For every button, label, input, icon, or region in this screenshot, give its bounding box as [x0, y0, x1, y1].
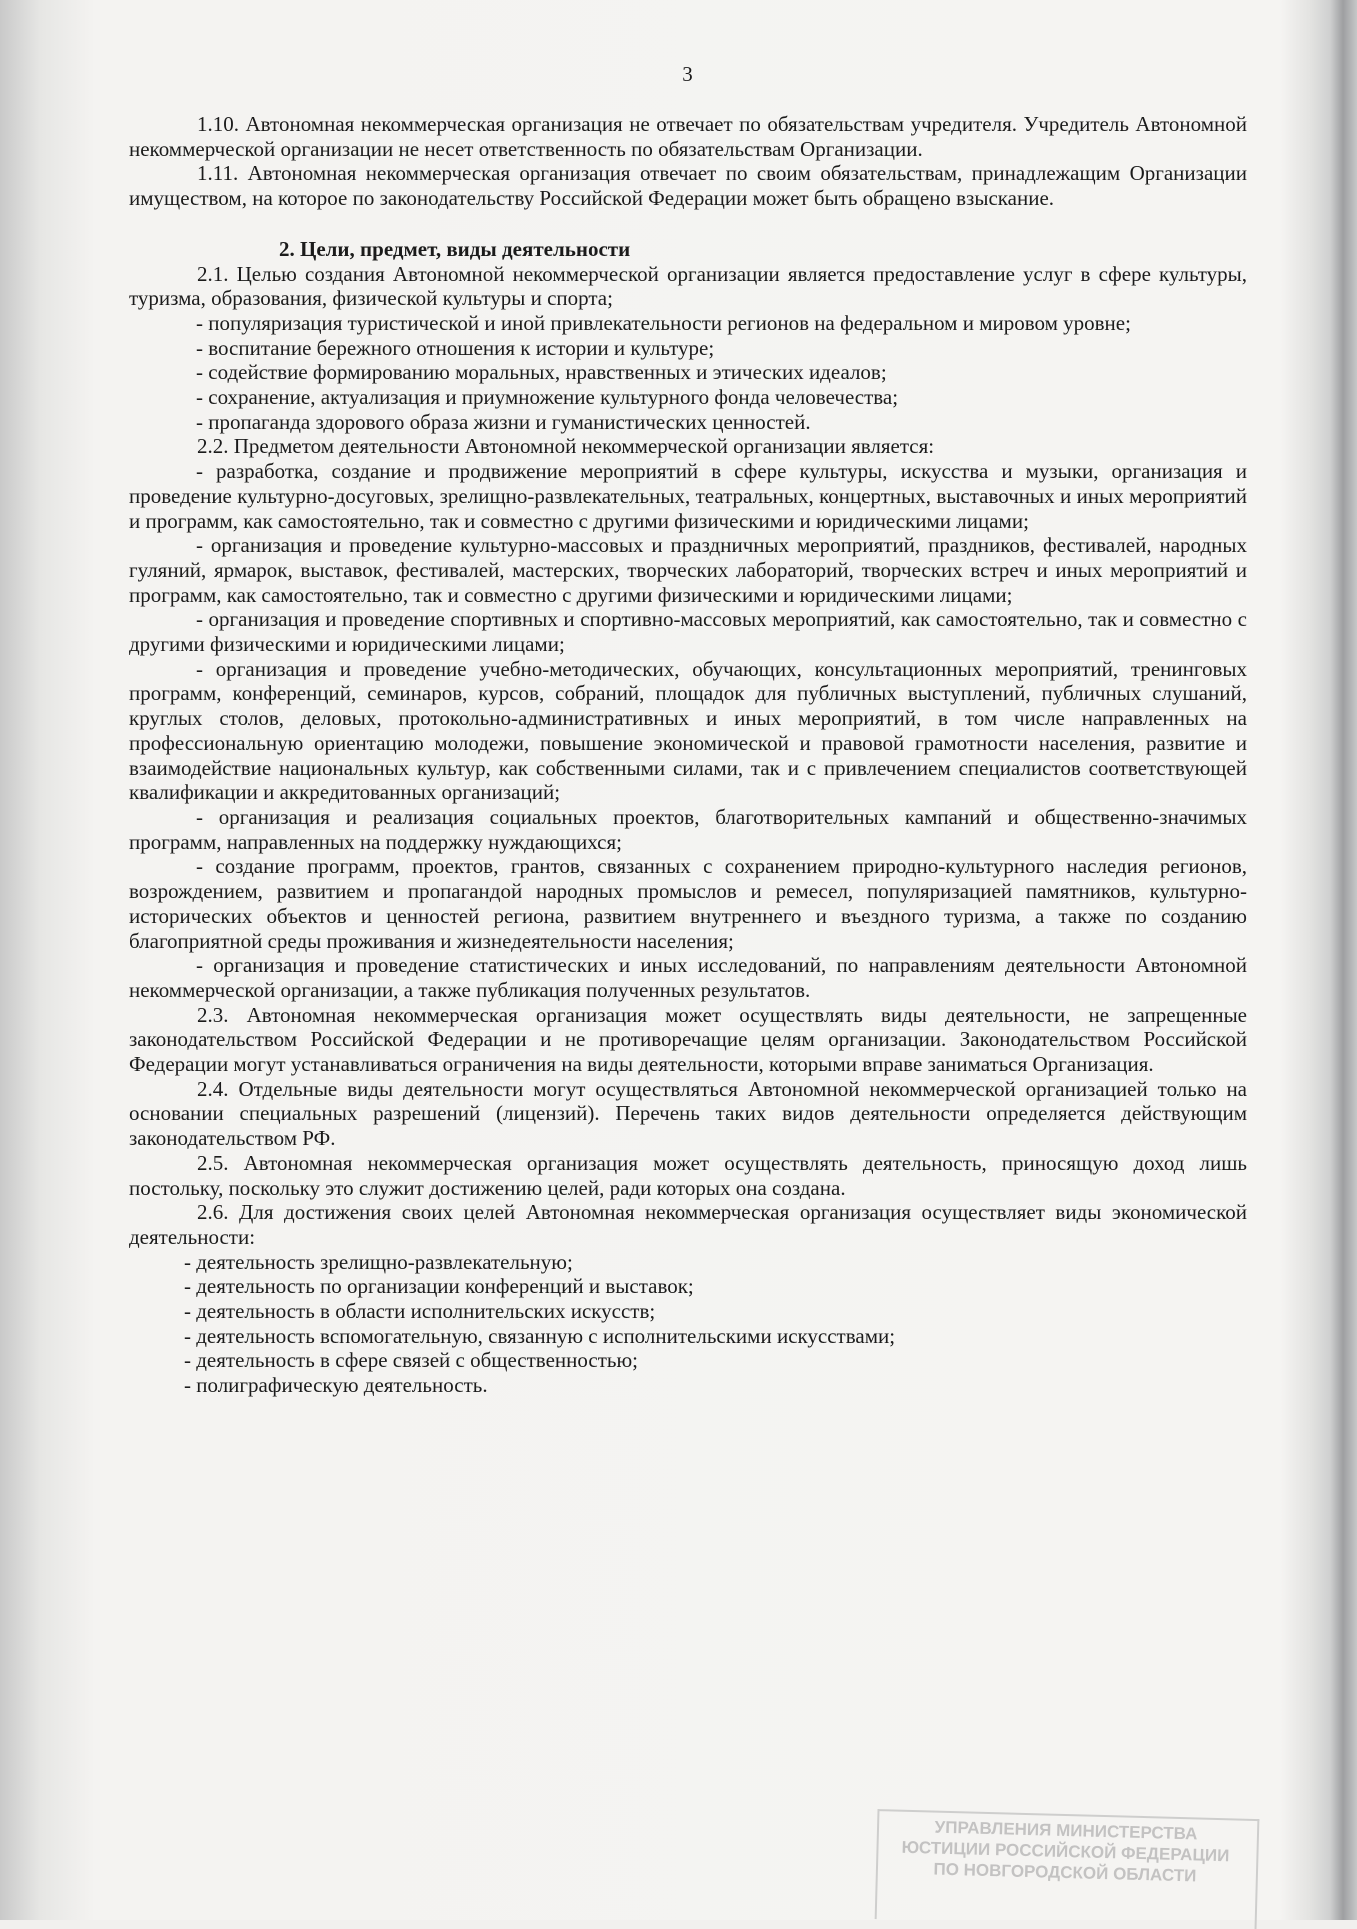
registration-stamp [879, 1815, 1251, 1925]
stamp-line: ПО НОВГОРОДСКОЙ ОБЛАСТИ [933, 1859, 1197, 1886]
subject-item: - организация и проведение статистических и иных исследований, по направлениям деятельности Автономной некоммерческой организации, а также публикация полученных результатов. [129, 953, 1247, 1002]
subject-item: - создание программ, проектов, грантов, связанных с сохранением природно-культурного наследия регионов, возрождением, развитием и пропагандой народных промыслов и ремесел, популяризацией памятников, культурно-исторических объектов и ценностей региона, развитием внутреннего и въездного туризма, а также по созданию благоприятной среды проживания и жизнедеятельности населения; [129, 854, 1247, 953]
goal-item: - воспитание бережного отношения к истории и культуре; [196, 335, 715, 360]
goal-item: - сохранение, актуализация и приумножение культурного фонда человечества; [196, 385, 899, 410]
activity-item: - полиграфическую деятельность. [184, 1373, 488, 1398]
subject-item: - организация и проведение учебно-методических, обучающих, консультационных мероприятий, тренинговых программ, конференций, семинаров, курсов, собраний, площадок для публичных выступлений, публичных слушаний, круглых столов, деловых, протокольно-административных и иных мероприятий, в том числе направленных на профессиональную ориентацию молодежи, повышение экономической и правовой грамотности населения, развитие и взаимодействие национальных культур, как собственными силами, так и с привлечением специалистов соответствующей квалификации и аккредитованных организаций; [129, 656, 1247, 805]
page-number: 3 [682, 62, 693, 86]
paragraph-2-5: 2.5. Автономная некоммерческая организация может осуществлять деятельность, приносящую доход лишь постольку, поскольку это служит достижению целей, ради которых она создана. [129, 1150, 1247, 1200]
paragraph-1-11: 1.11. Автономная некоммерческая организация отвечает по своим обязательствам, принадлежащим Организации имуществом, на которое по законодательству Российской Федерации может быть обращено взыскание. [129, 161, 1247, 211]
paragraph-2-2: 2.2. Предметом деятельности Автономной некоммерческой организации является: [197, 434, 935, 459]
paragraph-2-3: 2.3. Автономная некоммерческая организация может осуществлять виды деятельности, не запрещенные законодательством Российской Федерации и не противоречащие целям организации. Законодательством Российской Федерации могут устанавливаться ограничения на виды деятельности, которыми вправе заниматься Организация. [129, 1002, 1247, 1077]
activity-item: - деятельность зрелищно-развлекательную; [184, 1249, 573, 1274]
subject-item: - организация и проведение спортивных и спортивно-массовых мероприятий, как самостоятельно, так и совместно с другими физическими и юридическими лицами; [129, 607, 1247, 657]
section-heading: 2. Цели, предмет, виды деятельности [279, 236, 631, 261]
document-body [129, 112, 1247, 1398]
goal-item: - пропаганда здорового образа жизни и гуманистических ценностей. [196, 409, 811, 434]
paragraph-2-4: 2.4. Отдельные виды деятельности могут осуществляться Автономной некоммерческой организацией только на основании специальных разрешений (лицензий). Перечень таких видов деятельности определяется действующим законодательством РФ. [129, 1076, 1247, 1151]
stamp-line: УПРАВЛЕНИЯ МИНИСТЕРСТВА [934, 1817, 1198, 1844]
subject-item: - организация и проведение культурно-массовых и праздничных мероприятий, праздников, фестивалей, народных гуляний, ярмарок, выставок, фестивалей, мастерских, творческих лабораторий, творческих встреч и иных мероприятий и программ, как самостоятельно, так и совместно с другими физическими и юридическими лицами; [129, 533, 1247, 607]
activity-item: - деятельность в области исполнительских искусств; [184, 1299, 656, 1324]
subject-item: - разработка, создание и продвижение мероприятий в сфере культуры, искусства и музыки, организация и проведение культурно-досуговых, зрелищно-развлекательных, театральных, концертных, выставочных и иных мероприятий и программ, как самостоятельно, так и совместно с другими физическими и юридическими лицами; [129, 459, 1247, 533]
activity-item: - деятельность вспомогательную, связанную с исполнительскими искусствами; [184, 1323, 896, 1348]
stamp-line: ЮСТИЦИИ РОССИЙСКОЙ ФЕДЕРАЦИИ [901, 1837, 1230, 1866]
paragraph-2-6: 2.6. Для достижения своих целей Автономная некоммерческая организация осуществляет виды экономической деятельности: [129, 1200, 1247, 1249]
activity-item: - деятельность в сфере связей с общественностью; [184, 1348, 638, 1373]
activity-item: - деятельность по организации конференций и выставок; [184, 1274, 694, 1299]
stamp-frame [875, 1809, 1260, 1929]
paragraph-2-1: 2.1. Целью создания Автономной некоммерческой организации является предоставление услуг в сфере культуры, туризма, образования, физической культуры и спорта; [129, 261, 1247, 311]
paragraph-1-10: 1.10. Автономная некоммерческая организация не отвечает по обязательствам учредителя. Учредитель Автономной некоммерческой организации не несет ответственность по обязательствам Организации. [129, 112, 1247, 161]
goal-item: - популяризация туристической и иной привлекательности регионов на федеральном и мировом уровне; [196, 310, 1131, 335]
goal-item: - содействие формированию моральных, нравственных и этических идеалов; [196, 360, 887, 385]
subject-item: - организация и реализация социальных проектов, благотворительных кампаний и общественно-значимых программ, направленных на поддержку нуждающихся; [129, 804, 1247, 854]
